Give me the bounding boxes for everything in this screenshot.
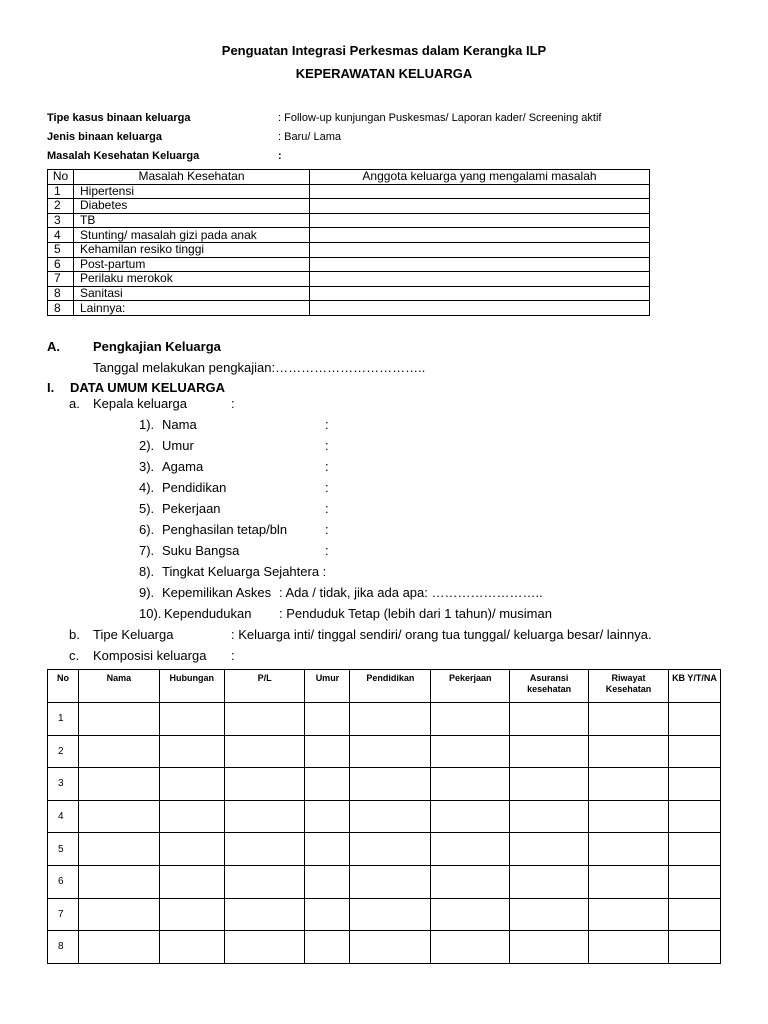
cell-pl[interactable] — [224, 768, 305, 801]
list-item-label: Kependudukan — [164, 606, 252, 621]
cell-kb[interactable] — [668, 931, 720, 964]
table-row — [48, 931, 721, 964]
table-row — [48, 865, 721, 898]
list-item-value: : — [325, 417, 329, 432]
cell-asuransi[interactable] — [510, 865, 589, 898]
cell-riwayat[interactable] — [589, 703, 669, 736]
meta-value: : — [278, 150, 282, 162]
list-item-value: : — [325, 501, 329, 516]
col-header-kb: KB Y/T/NA — [668, 670, 720, 703]
list-item-label: Umur — [162, 438, 194, 453]
list-item-num: 9). — [139, 585, 155, 600]
row-masalah: Perilaku merokok — [74, 272, 310, 287]
row-no: 1 — [48, 703, 79, 736]
cell-pl[interactable] — [224, 800, 305, 833]
cell-pl[interactable] — [224, 898, 305, 931]
list-item-num: 5). — [139, 501, 155, 516]
masalah-kesehatan-table — [47, 169, 650, 316]
row-anggota-cell[interactable] — [310, 228, 650, 243]
cell-umur[interactable] — [305, 735, 350, 768]
col-header-no: No — [48, 670, 79, 703]
row-masalah: Kehamilan resiko tinggi — [74, 242, 310, 257]
item-c-letter: c. — [69, 648, 80, 663]
row-no: 7 — [48, 898, 79, 931]
list-item-label: Suku Bangsa — [162, 543, 240, 558]
list-item-label: Nama — [162, 417, 197, 432]
cell-pendidikan[interactable] — [350, 931, 431, 964]
table-row — [48, 703, 721, 736]
row-masalah: Diabetes — [74, 199, 310, 214]
col-header-pendidikan: Pendidikan — [350, 670, 431, 703]
row-no: 2 — [48, 199, 74, 214]
row-anggota-cell[interactable] — [310, 301, 650, 316]
cell-pekerjaan[interactable] — [431, 703, 510, 736]
row-masalah: Post-partum — [74, 257, 310, 272]
list-item-num: 6). — [139, 522, 155, 537]
cell-nama[interactable] — [78, 735, 159, 768]
list-item-value: : Penduduk Tetap (lebih dari 1 tahun)/ musiman — [279, 606, 552, 621]
table-row — [48, 272, 650, 287]
col-header-pl: P/L — [224, 670, 305, 703]
row-no: 7 — [48, 272, 74, 287]
cell-pendidikan[interactable] — [350, 865, 431, 898]
row-no: 3 — [48, 768, 79, 801]
row-no: 1 — [48, 184, 74, 199]
meta-value: : Follow-up kunjungan Puskesmas/ Laporan kader/ Screening aktif — [278, 112, 602, 124]
cell-pekerjaan[interactable] — [431, 800, 510, 833]
cell-riwayat[interactable] — [589, 735, 669, 768]
cell-pendidikan[interactable] — [350, 735, 431, 768]
cell-pl[interactable] — [224, 865, 305, 898]
cell-hubungan[interactable] — [159, 931, 224, 964]
row-no: 6 — [48, 257, 74, 272]
document-subtitle: KEPERAWATAN KELUARGA — [295, 66, 473, 81]
table-row — [48, 213, 650, 228]
list-item-value: : — [325, 522, 329, 537]
col-header-anggota: Anggota keluarga yang mengalami masalah — [310, 170, 650, 185]
list-item-label: Agama — [162, 459, 204, 474]
col-header-no: No — [48, 170, 74, 185]
list-item-label: Kepemilikan Askes — [162, 585, 272, 600]
cell-kb[interactable] — [668, 898, 720, 931]
row-anggota-cell[interactable] — [310, 184, 650, 199]
cell-umur[interactable] — [305, 833, 350, 866]
row-no: 5 — [48, 242, 74, 257]
cell-hubungan[interactable] — [159, 735, 224, 768]
cell-kb[interactable] — [668, 800, 720, 833]
row-masalah: TB — [74, 213, 310, 228]
list-item-label: Penghasilan tetap/bln — [162, 522, 288, 537]
cell-pekerjaan[interactable] — [431, 833, 510, 866]
cell-kb[interactable] — [668, 735, 720, 768]
cell-nama[interactable] — [78, 703, 159, 736]
list-item-num: 4). — [139, 480, 155, 495]
cell-pl[interactable] — [224, 931, 305, 964]
row-no: 2 — [48, 735, 79, 768]
cell-pl[interactable] — [224, 703, 305, 736]
row-no: 4 — [48, 800, 79, 833]
cell-pekerjaan[interactable] — [431, 735, 510, 768]
meta-label: Masalah Kesehatan Keluarga — [47, 150, 200, 162]
row-anggota-cell[interactable] — [310, 199, 650, 214]
cell-kb[interactable] — [668, 703, 720, 736]
table-row — [48, 257, 650, 272]
cell-riwayat[interactable] — [589, 768, 669, 801]
list-item-label: Tingkat Keluarga Sejahtera : — [162, 564, 327, 579]
row-no: 4 — [48, 228, 74, 243]
cell-pl[interactable] — [224, 833, 305, 866]
cell-hubungan[interactable] — [159, 768, 224, 801]
row-no: 8 — [48, 286, 74, 301]
row-masalah: Lainnya: — [74, 301, 310, 316]
row-anggota-cell[interactable] — [310, 242, 650, 257]
col-header-asuransi: Asuransi kesehatan — [510, 670, 589, 703]
table-header-row — [48, 170, 650, 185]
cell-riwayat[interactable] — [589, 865, 669, 898]
komposisi-table-body — [48, 703, 721, 964]
table-row — [48, 735, 721, 768]
table-row — [48, 833, 721, 866]
list-item-value: : Ada / tidak, jika ada apa: …………………….. — [279, 585, 543, 600]
col-header-masalah: Masalah Kesehatan — [74, 170, 310, 185]
section-a-title: Pengkajian Keluarga — [93, 339, 221, 354]
row-no: 6 — [48, 865, 79, 898]
cell-umur[interactable] — [305, 931, 350, 964]
cell-kb[interactable] — [668, 833, 720, 866]
table-row — [48, 768, 721, 801]
list-item-num: 1). — [139, 417, 155, 432]
tanggal-pengkajian: Tanggal melakukan pengkajian:…………………………….. — [93, 360, 426, 375]
document-title: Penguatan Integrasi Perkesmas dalam Kerangka ILP — [221, 43, 547, 58]
table-row — [48, 199, 650, 214]
row-no: 3 — [48, 213, 74, 228]
col-header-riwayat: Riwayat Kesehatan — [589, 670, 669, 703]
row-anggota-cell[interactable] — [310, 286, 650, 301]
item-b-value: : Keluarga inti/ tinggal sendiri/ orang tua tunggal/ keluarga besar/ lainnya. — [231, 627, 652, 642]
table-row — [48, 301, 650, 316]
cell-nama[interactable] — [78, 833, 159, 866]
cell-hubungan[interactable] — [159, 703, 224, 736]
list-item-num: 8). — [139, 564, 155, 579]
cell-pendidikan[interactable] — [350, 898, 431, 931]
cell-nama[interactable] — [78, 898, 159, 931]
table-row — [48, 184, 650, 199]
cell-umur[interactable] — [305, 865, 350, 898]
cell-hubungan[interactable] — [159, 865, 224, 898]
cell-pendidikan[interactable] — [350, 833, 431, 866]
col-header-nama: Nama — [78, 670, 159, 703]
item-c-label: Komposisi keluarga — [93, 648, 207, 663]
list-item-value: : — [325, 438, 329, 453]
table-row — [48, 286, 650, 301]
cell-asuransi[interactable] — [510, 703, 589, 736]
item-a-letter: a. — [69, 396, 80, 411]
cell-nama[interactable] — [78, 768, 159, 801]
col-header-pekerjaan: Pekerjaan — [431, 670, 510, 703]
item-b-letter: b. — [69, 627, 80, 642]
cell-nama[interactable] — [78, 931, 159, 964]
cell-pl[interactable] — [224, 735, 305, 768]
section-i-roman: I. — [47, 380, 55, 395]
cell-pendidikan[interactable] — [350, 800, 431, 833]
table-row — [48, 242, 650, 257]
cell-pekerjaan[interactable] — [431, 768, 510, 801]
cell-hubungan[interactable] — [159, 800, 224, 833]
list-item-label: Pekerjaan — [162, 501, 221, 516]
section-a-letter: A. — [47, 339, 60, 354]
cell-pekerjaan[interactable] — [431, 931, 510, 964]
cell-asuransi[interactable] — [510, 800, 589, 833]
item-c-colon: : — [231, 648, 235, 663]
komposisi-keluarga-table — [47, 669, 721, 964]
row-anggota-cell[interactable] — [310, 257, 650, 272]
col-header-hubungan: Hubungan — [159, 670, 224, 703]
col-header-umur: Umur — [305, 670, 350, 703]
cell-asuransi[interactable] — [510, 898, 589, 931]
list-item-value: : — [325, 543, 329, 558]
row-masalah: Hipertensi — [74, 184, 310, 199]
table-row — [48, 228, 650, 243]
cell-umur[interactable] — [305, 703, 350, 736]
meta-value: : Baru/ Lama — [278, 131, 341, 143]
meta-label: Tipe kasus binaan keluarga — [47, 112, 191, 124]
row-no: 8 — [48, 301, 74, 316]
cell-umur[interactable] — [305, 768, 350, 801]
list-item-num: 2). — [139, 438, 155, 453]
cell-asuransi[interactable] — [510, 735, 589, 768]
cell-pekerjaan[interactable] — [431, 865, 510, 898]
row-anggota-cell[interactable] — [310, 272, 650, 287]
cell-riwayat[interactable] — [589, 800, 669, 833]
row-no: 8 — [48, 931, 79, 964]
cell-pendidikan[interactable] — [350, 768, 431, 801]
cell-nama[interactable] — [78, 865, 159, 898]
cell-kb[interactable] — [668, 865, 720, 898]
cell-riwayat[interactable] — [589, 898, 669, 931]
cell-umur[interactable] — [305, 898, 350, 931]
row-masalah: Stunting/ masalah gizi pada anak — [74, 228, 310, 243]
cell-asuransi[interactable] — [510, 833, 589, 866]
cell-hubungan[interactable] — [159, 833, 224, 866]
table-header-row — [48, 670, 721, 703]
cell-riwayat[interactable] — [589, 931, 669, 964]
list-item-value: : — [325, 480, 329, 495]
item-a-label: Kepala keluarga — [93, 396, 187, 411]
list-item-value: : — [325, 459, 329, 474]
cell-nama[interactable] — [78, 800, 159, 833]
table-row — [48, 898, 721, 931]
item-b-label: Tipe Keluarga — [93, 627, 174, 642]
cell-asuransi[interactable] — [510, 768, 589, 801]
table-row — [48, 800, 721, 833]
meta-label: Jenis binaan keluarga — [47, 131, 162, 143]
list-item-num: 3). — [139, 459, 155, 474]
item-a-colon: : — [231, 396, 235, 411]
cell-asuransi[interactable] — [510, 931, 589, 964]
row-no: 5 — [48, 833, 79, 866]
section-i-title: DATA UMUM KELUARGA — [70, 380, 226, 395]
cell-pendidikan[interactable] — [350, 703, 431, 736]
row-masalah: Sanitasi — [74, 286, 310, 301]
cell-pekerjaan[interactable] — [431, 898, 510, 931]
cell-riwayat[interactable] — [589, 833, 669, 866]
list-item-label: Pendidikan — [162, 480, 227, 495]
cell-hubungan[interactable] — [159, 898, 224, 931]
cell-kb[interactable] — [668, 768, 720, 801]
cell-umur[interactable] — [305, 800, 350, 833]
list-item-num: 7). — [139, 543, 155, 558]
row-anggota-cell[interactable] — [310, 213, 650, 228]
list-item-num: 10). — [139, 606, 162, 621]
